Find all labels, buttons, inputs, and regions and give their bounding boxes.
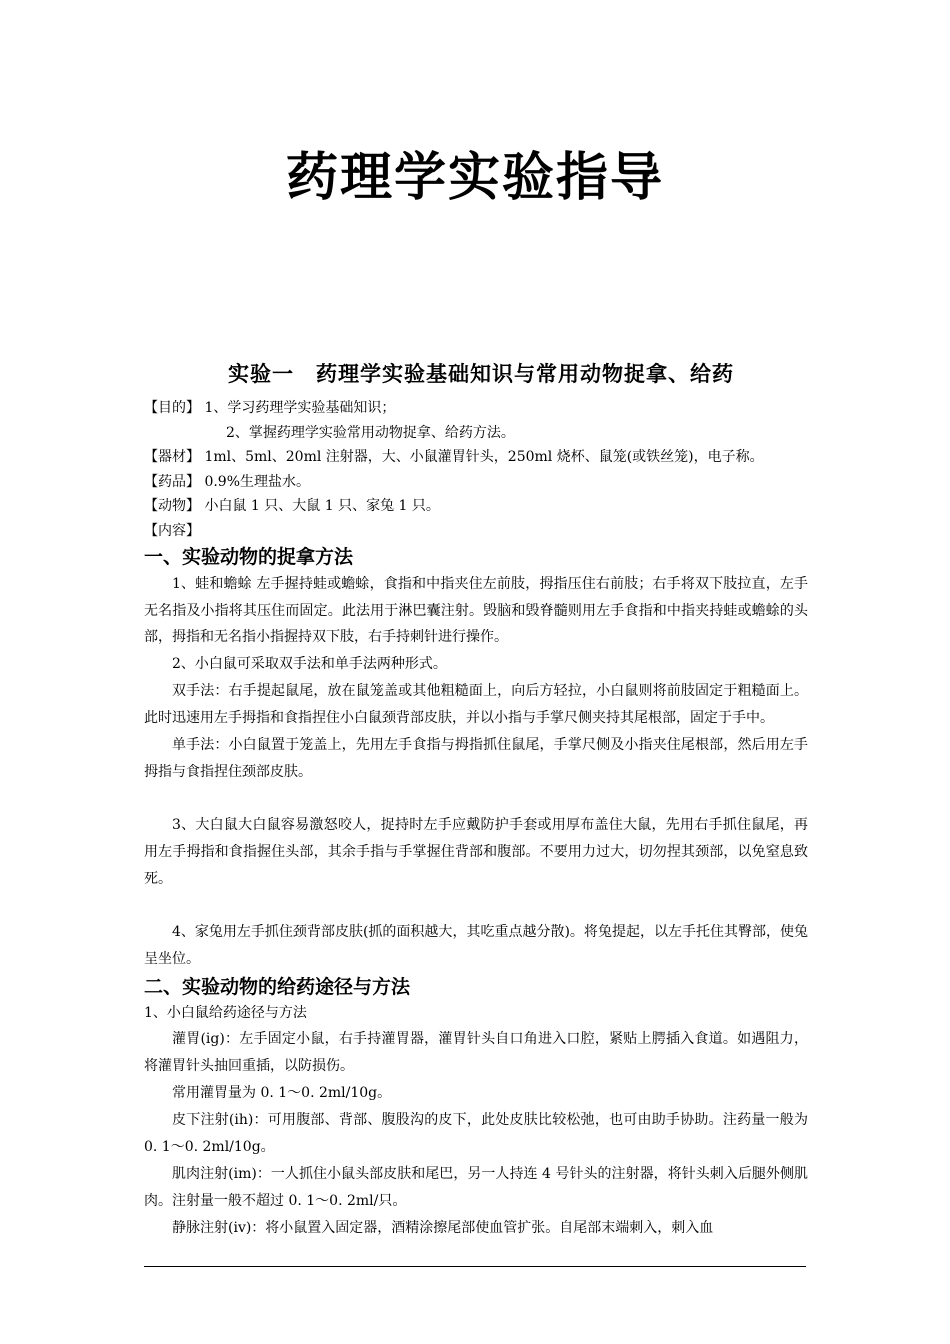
paragraph-gavage-volume: 常用灌胃量为 0. 1～0. 2ml/10g。 xyxy=(172,1084,392,1101)
blank-line xyxy=(144,893,808,919)
purpose-line-1: 【目的】 1、学习药理学实验基础知识； xyxy=(144,400,396,416)
paragraph-two-hand-method: 双手法：右手提起鼠尾，放在鼠笼盖或其他粗糙面上，向后方轻拉，小白鼠则将前肢固定于粗糙面上。此时迅速用左手拇指和食指捏住小白鼠颈背部皮肤，并以小指与手掌尺侧夹持其尾根部，固定于手中。 xyxy=(144,682,808,726)
content-label: 【内容】 xyxy=(144,522,200,539)
paragraph-intravenous: 静脉注射(iv)：将小鼠置入固定器，酒精涂擦尾部使血管扩张。自尾部末端刺入，刺入血 xyxy=(172,1219,714,1236)
animals-line: 【动物】 小白鼠 1 只、大鼠 1 只、家兔 1 只。 xyxy=(144,498,440,514)
paragraph-one-hand-method: 单手法：小白鼠置于笼盖上，先用左手食指与拇指抓住鼠尾，手掌尺侧及小指夹住尾根部，然后用左手拇指与食指捏住颈部皮肤。 xyxy=(144,736,808,780)
experiment-title: 实验一 药理学实验基础知识与常用动物捉拿、给药 xyxy=(228,362,734,386)
section-heading-2: 二、实验动物的给药途径与方法 xyxy=(144,975,411,998)
equipment-line: 【器材】 1ml、5ml、20ml 注射器，大、小鼠灌胃针头，250ml 烧杯、鼠笼(或铁丝笼)，电子称。 xyxy=(144,449,764,465)
paragraph-rabbit-handling: 4、家兔用左手抓住颈背部皮肤(抓的面积越大，其吃重点越分散)。将兔提起，以左手托住其臀部，使兔呈坐位。 xyxy=(144,923,808,967)
paragraph-subcutaneous: 皮下注射(ih)：可用腹部、背部、腹股沟的皮下，此处皮肤比较松弛，也可由助手协助。注药量一般为 0. 1～0. 2ml/10g。 xyxy=(144,1111,808,1155)
purpose-line-2: 2、掌握药理学实验常用动物捉拿、给药方法。 xyxy=(226,424,515,441)
section-heading-1: 一、实验动物的捉拿方法 xyxy=(144,546,354,568)
blank-line xyxy=(144,786,808,812)
paragraph-frog-handling: 1、蛙和蟾蜍 左手握持蛙或蟾蜍，食指和中指夹住左前肢，拇指压住右前肢；右手将双下肢拉直，左手无名指及小指将其压住而固定。此法用于淋巴囊注射。毁脑和毁脊髓则用左手食指和中指夹持蛙或蟾蜍的头部，拇指和无名指小指握持双下肢，右手持刺针进行操作。 xyxy=(144,576,808,645)
paragraph-intramuscular: 肌肉注射(im)：一人抓住小鼠头部皮肤和尾巴，另一人持连 4 号针头的注射器，将针头刺入后腿外侧肌肉。注射量一般不超过 0. 1～0. 2ml/只。 xyxy=(144,1165,808,1209)
footer-rule xyxy=(144,1266,806,1267)
drugs-line: 【药品】 0.9%生理盐水。 xyxy=(144,473,311,490)
paragraph-rat-handling: 3、大白鼠大白鼠容易激怒咬人，捉持时左手应戴防护手套或用厚布盖住大鼠，先用右手抓住鼠尾，再用左手拇指和食指握住头部，其余手指与手掌握住背部和腹部。不要用力过大，切勿捏其颈部，以免窒息致死。 xyxy=(144,816,808,887)
paragraph-gavage: 灌胃(ig)：左手固定小鼠，右手持灌胃器，灌胃针头自口角进入口腔，紧贴上腭插入食道。如遇阻力，将灌胃针头抽回重插，以防损伤。 xyxy=(144,1030,808,1074)
document-body xyxy=(144,352,808,1242)
paragraph-mouse-intro: 2、小白鼠可采取双手法和单手法两种形式。 xyxy=(172,655,447,672)
document-title: 药理学实验指导 xyxy=(285,148,664,208)
subheading-mouse-routes: 1、小白鼠给药途径与方法 xyxy=(144,1004,307,1021)
